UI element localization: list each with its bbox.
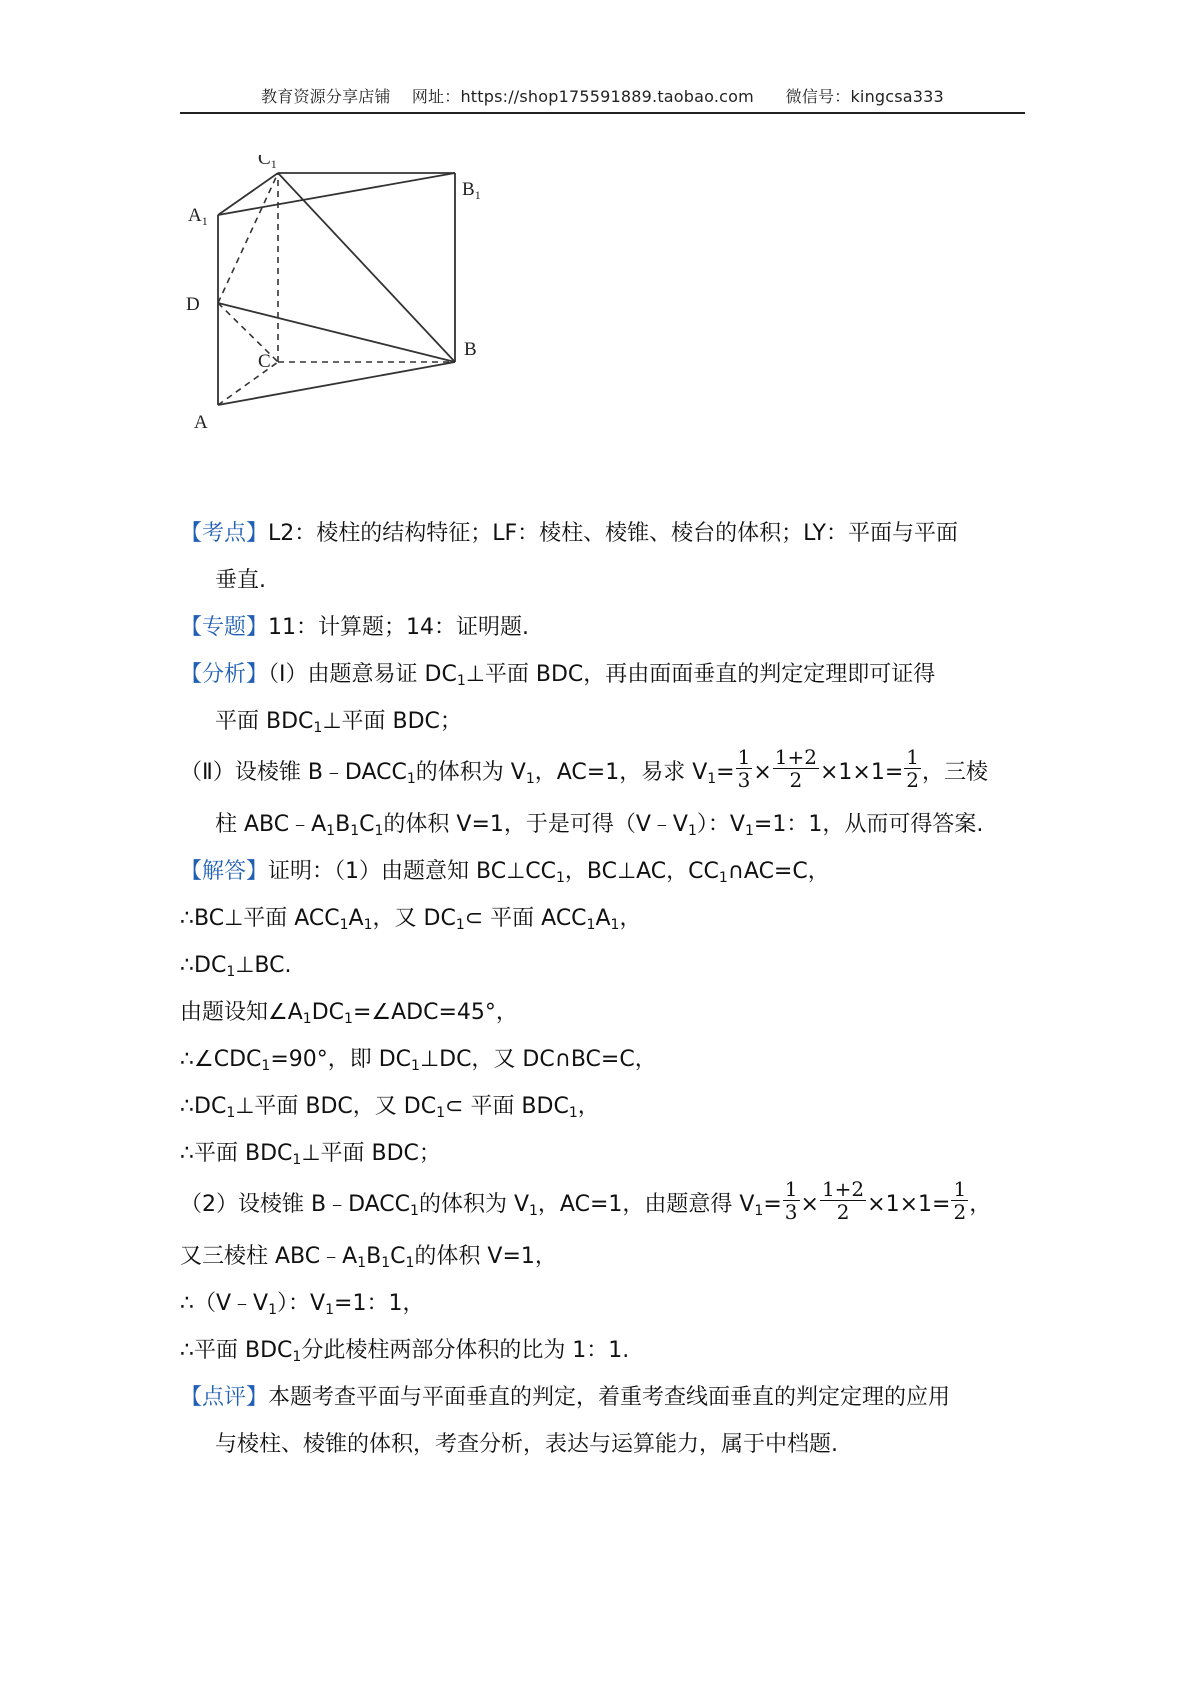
fraction-1-3-b: $\frac{1}{3}$: [784, 1176, 798, 1224]
edge-A1-C1: [218, 173, 278, 215]
edge-A1-B1: [218, 173, 455, 215]
fenxi-line-4: 柱 $ABC﹣A_1B_1C_1$的体积 V=1，于是可得$(V﹣V_1)$：$V_1=1$：1，从而可得答案.: [215, 812, 984, 839]
fenxi-line-3: （Ⅱ）设棱锥 $B﹣DACC_1$的体积为 $V_1$，AC=1，易求 $V_1=$ $\frac{1}{3}$ × $\frac{1+2}{2}$ ×1×1= $\frac{1}{2}$ ，三棱: [180, 744, 989, 792]
label-D: D: [186, 294, 200, 315]
jieda-line-7: ∴平面 $BDC_1\perp$平面 BDC；: [180, 1141, 441, 1168]
dianping-line-1: 【点评】本题考查平面与平面垂直的判定，着重考查线面垂直的判定定理的应用: [180, 1385, 951, 1410]
dianping-line-2: 与棱柱、棱锥的体积，考查分析，表达与运算能力，属于中档题.: [215, 1432, 838, 1457]
jieda-tag: 【解答】: [180, 859, 269, 884]
header-shop: 教育资源分享店铺: [261, 87, 391, 106]
header-wechat-id: kingcsa333: [850, 87, 944, 106]
fenxi-tag: 【分析】: [180, 662, 269, 687]
fenxi-line-2: 平面 $BDC_1\perp$平面 BDC；: [215, 709, 462, 736]
header-site-url: https://shop175591889.taobao.com: [460, 87, 754, 106]
jieda-line-11: ∴平面 $BDC_1$分此棱柱两部分体积的比为 1：1.: [180, 1338, 630, 1365]
fraction-1-2: $\frac{1}{2}$: [906, 744, 920, 792]
fraction-3-2: $\frac{1+2}{2}$: [774, 744, 817, 792]
zhuanti-tag: 【专题】: [180, 615, 269, 640]
jieda-line-2: ∴BC⊥平面 $ACC_1A_1$，又 $DC_1\subset$ 平面 $ACC_1A_1$，: [180, 906, 642, 933]
prism-figure: [180, 155, 500, 465]
jieda-line-4: 由题设知$\angle A_1DC_1=\angle ADC=45^\circ$，: [180, 1000, 518, 1027]
label-C1: $C_1$: [258, 155, 277, 171]
edge-D-C1: [218, 173, 278, 303]
prism-diagram: [180, 155, 500, 465]
solution-content: [180, 510, 1030, 1468]
kaodian-line-2: 垂直.: [215, 568, 266, 593]
jieda-line-8: （2）设棱锥 $B﹣DACC_1$的体积为 $V_1$，AC=1，由题意得 $V_1=$ $\frac{1}{3}$ × $\frac{1+2}{2}$ ×1×1= $\frac{1}{2}$ ，: [180, 1176, 992, 1224]
edge-D-B: [218, 303, 455, 362]
kaodian-line-1: 【考点】L2：棱柱的结构特征；LF：棱柱、棱锥、棱台的体积；LY：平面与平面: [180, 521, 958, 546]
jieda-line-3: $\therefore DC_1\perp BC$.: [180, 953, 292, 980]
label-A1: $A_1$: [188, 205, 208, 228]
kaodian-tag: 【考点】: [180, 521, 269, 546]
edge-A-B: [218, 362, 455, 405]
label-C: C: [258, 351, 271, 372]
fenxi-line-1: 【分析】（Ⅰ）由题意易证 $DC_1\perp$平面 BDC，再由面面垂直的判定定理即可证得: [180, 662, 936, 689]
jieda-line-6: $\therefore DC_1\perp$平面 BDC，又 $DC_1\subset$ 平面 $BDC_1$，: [180, 1094, 600, 1121]
zhuanti-line: 【专题】11：计算题；14：证明题.: [180, 615, 529, 640]
label-B1: $B_1$: [462, 179, 481, 202]
fraction-1-2-b: $\frac{1}{2}$: [953, 1176, 967, 1224]
jieda-line-5: $\therefore\angle CDC_1=90^\circ$，即 $DC_1\perp DC$，又 DC∩BC=C，: [180, 1047, 657, 1074]
jieda-line-10: $\therefore(V﹣V_1)$：$V_1=1$：1，: [180, 1291, 425, 1318]
dianping-tag: 【点评】: [180, 1385, 269, 1410]
header-wechat-label: 微信号：: [785, 87, 851, 106]
page-header: [180, 84, 1025, 114]
label-A: A: [194, 412, 208, 433]
fraction-3-2-b: $\frac{1+2}{2}$: [821, 1176, 865, 1224]
label-B: B: [464, 339, 477, 360]
fraction-1-3: $\frac{1}{3}$: [737, 744, 751, 792]
jieda-line-1: 【解答】证明：（1）由题意知 $BC\perp CC_1$，BC⊥AC，$CC_1\cap AC=C$，: [180, 859, 830, 886]
jieda-line-9: 又三棱柱 $ABC﹣A_1B_1C_1$的体积 V=1，: [180, 1244, 557, 1271]
edge-C1-B: [278, 173, 455, 362]
header-site-label: 网址：: [411, 87, 461, 106]
